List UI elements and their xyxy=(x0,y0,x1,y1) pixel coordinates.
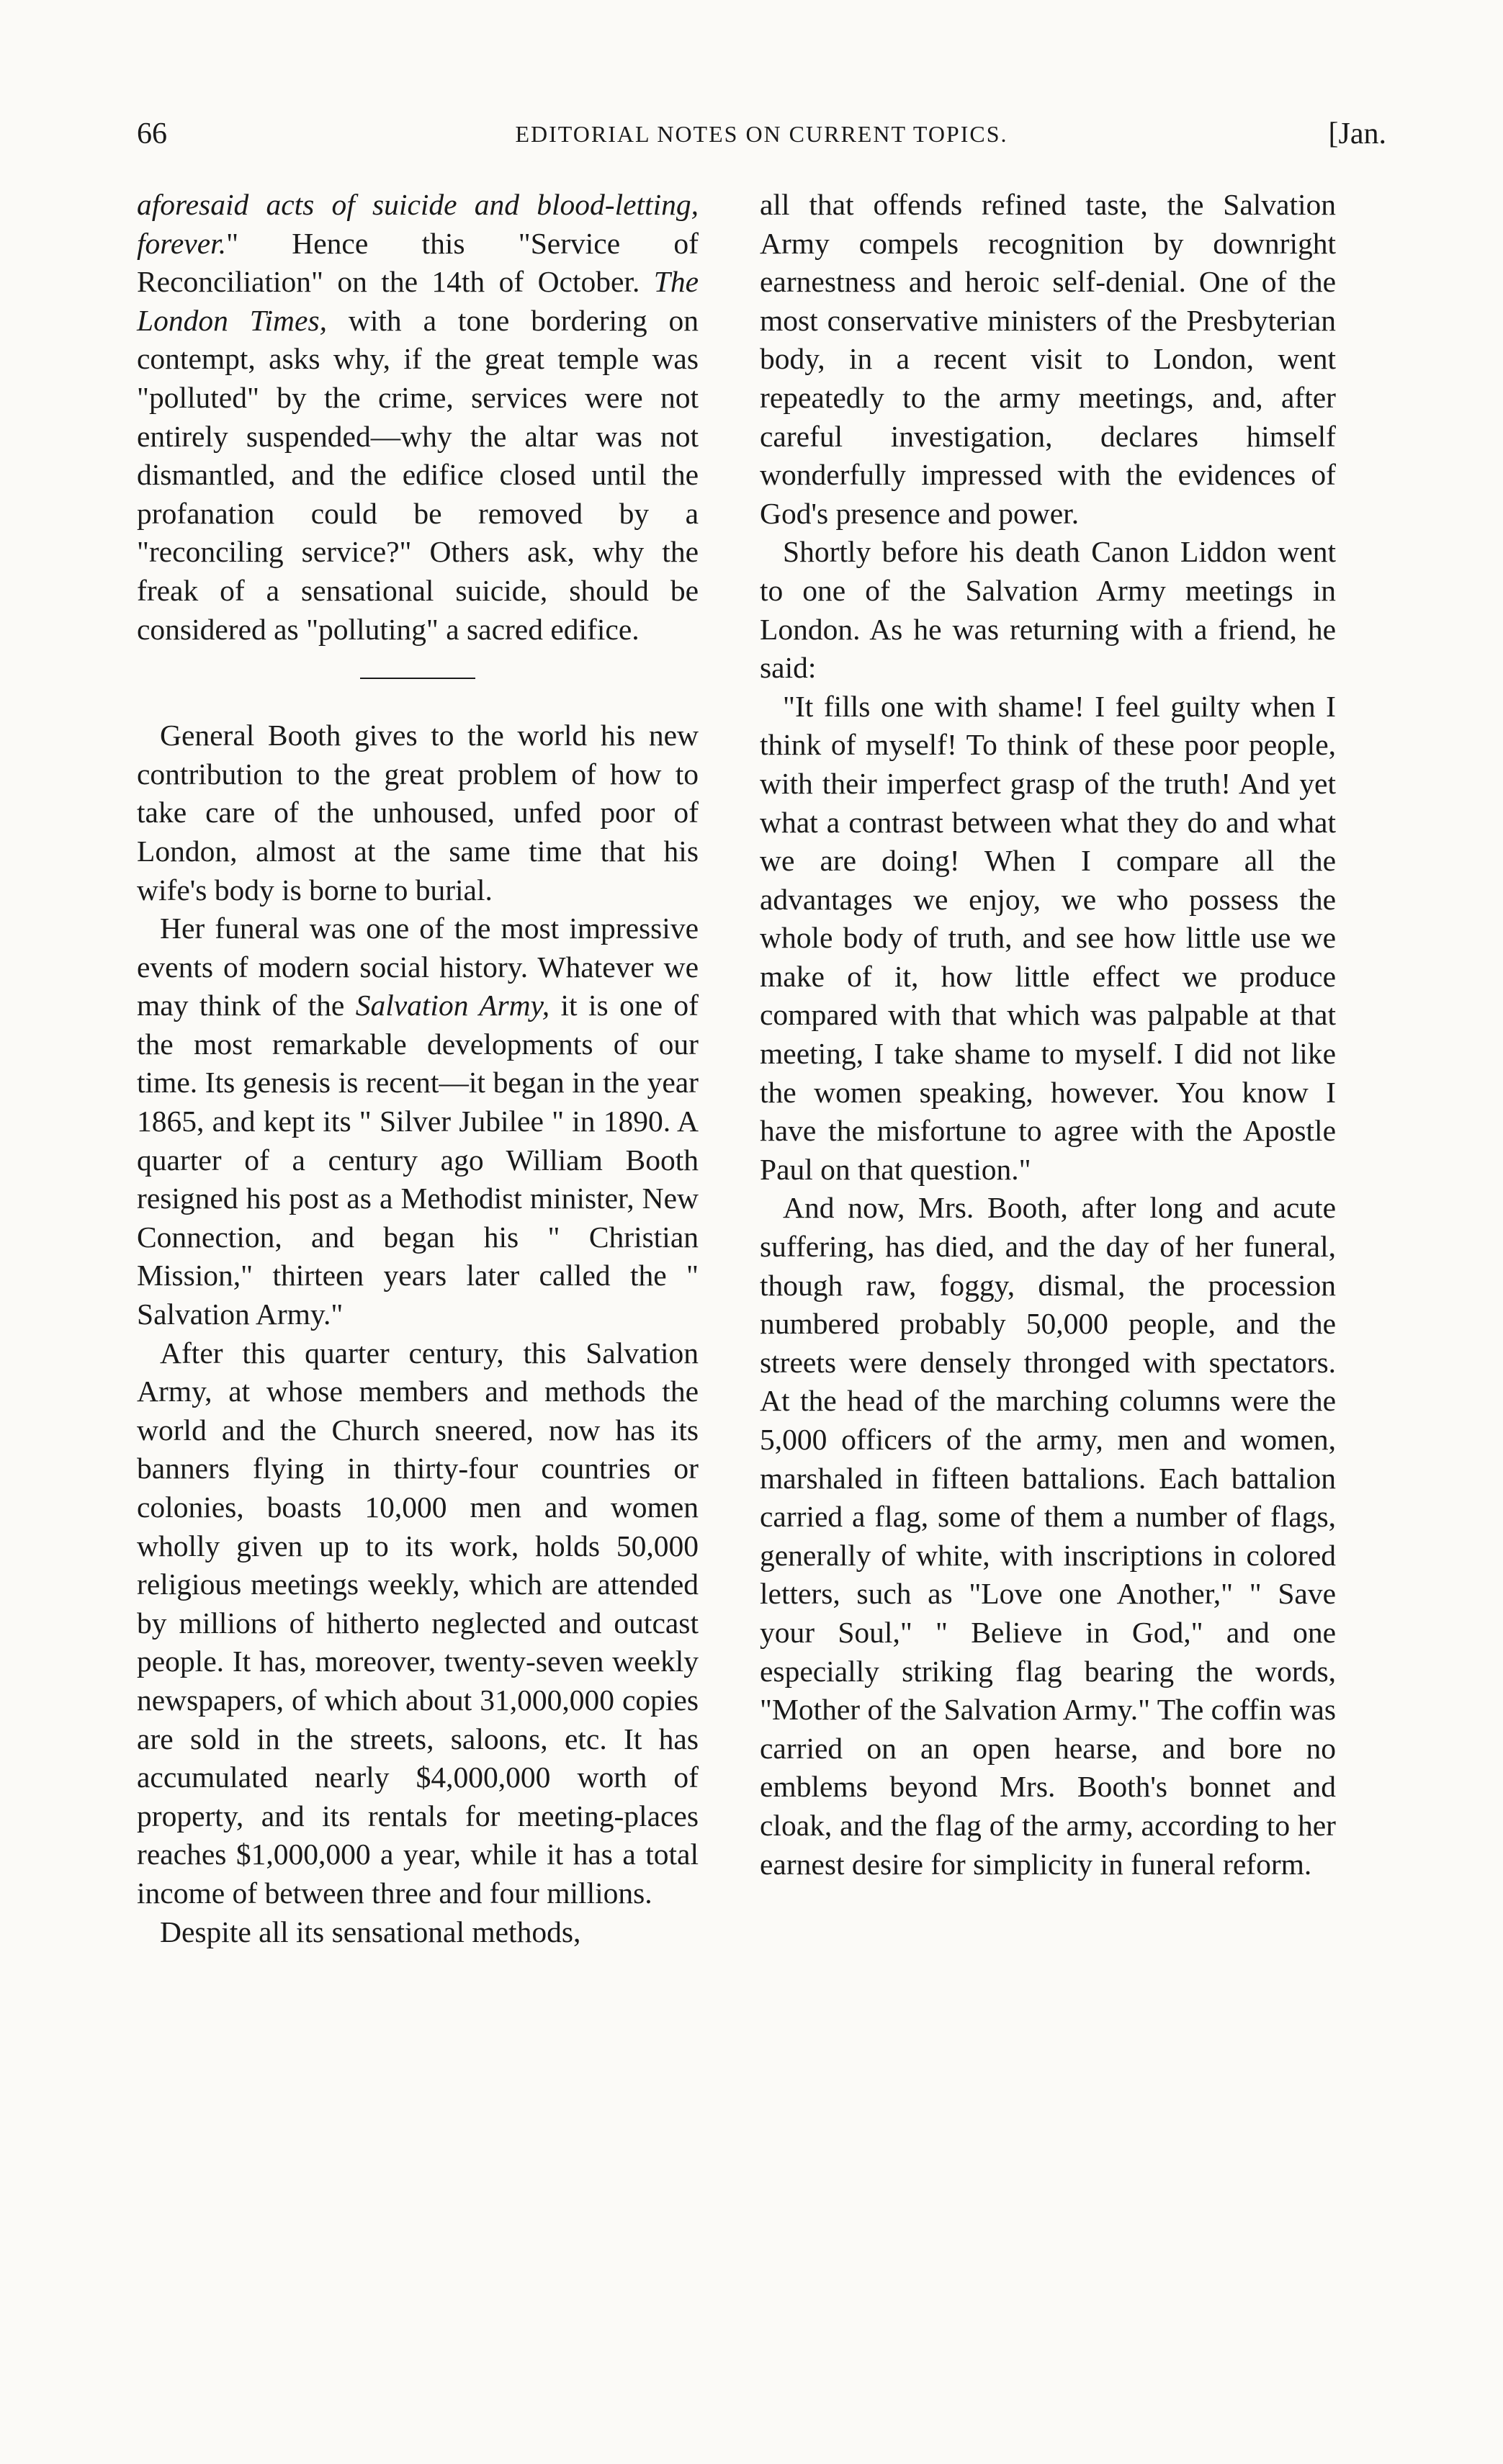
paragraph-mrs-booth: And now, Mrs. Booth, after long and acute suffering, has died, and the day of her funeral, though raw, foggy, dismal, the procession numbered probably 50,000 people, and the streets were densely thronged with spectators. At the head of the marching columns were the 5,000 officers of the army, men and women, marshaled in fifteen battalions. Each battalion carried a flag, some of them a number of flags, generally of white, with inscriptions in colored letters, such as "Love one Another," " Save your Soul," " Believe in God," and one especially striking flag bearing the words, "Mother of the Salvation Army." The coffin was carried on an open hearse, and bore no emblems beyond Mrs. Booth's bonnet and cloak, and the flag of the army, according to her earnest desire for simplicity in funeral reform. xyxy=(760,1191,1336,1881)
paragraph-suicide-continuation xyxy=(137,186,699,649)
paragraph-general-booth: General Booth gives to the world his new contribution to the great problem of how to take care of the unhoused, unfed poor of London, almost at the same time that his wife's body is borne to burial. xyxy=(137,719,699,907)
page-header xyxy=(137,117,1386,160)
right-column xyxy=(760,186,1336,1884)
paragraph-canon-liddon: Shortly before his death Canon Liddon went to one of the Salvation Army meetings in London. As he was returning with a friend, he said: xyxy=(760,535,1336,685)
paragraph-refined-taste: all that offends refined taste, the Salvation Army compels recognition by downright earnestness and heroic self-denial. One of the most conservative ministers of the Presbyterian body, in a recent visit to London, went repeatedly to the army meetings, and, after careful investigation, declares himself wonderfully impressed with the evidences of God's presence and power. xyxy=(760,188,1336,530)
paragraph-quarter-century: After this quarter century, this Salvation Army, at whose members and methods the world and the Church sneered, now has its banners flying in thirty-four countries or colonies, boasts 10,000 men and women wholly given up to its work, holds 50,000 religious meetings weekly, which are attended by millions of hitherto neglected and outcast people. It has, moreover, twenty-seven weekly newspapers, of which about 31,000,000 copies are sold in the streets, saloons, etc. It has accumulated nearly $4,000,000 worth of property, and its rentals for meeting-places reaches $1,000,000 a year, while it has a total income of between three and four millions. xyxy=(137,1336,699,1910)
paragraph-quote: "It fills one with shame! I feel guilty when I think of myself! To think of these poor people, with their imperfect grasp of the truth! And yet what a contrast between what they do and what we are doing! When I compare all the advantages we enjoy, we who possess the whole body of truth, and see how little use we make of it, how little effect we produce compared with that which was palpable at that meeting, I take shame to myself. I did not like the women speaking, however. You know I have the misfortune to agree with the Apostle Paul on that question." xyxy=(760,689,1336,1186)
italic-phrase: aforesaid acts of suicide and blood-letting, forever. xyxy=(137,188,699,260)
section-divider xyxy=(360,678,475,679)
paragraph-text: Her funeral was one of the most impressive events of modern social history. Whatever we may think of the xyxy=(137,912,699,1022)
italic-salvation-army: Salvation Army, xyxy=(355,989,550,1022)
italic-publication: The London Times, xyxy=(137,265,699,337)
paragraph-text: it is one of the most remarkable developments of our time. Its genesis is recent—it began in the year 1865, and kept its " Silver Jubilee " in 1890. A quarter of a century ago William Booth resigned his post as a Methodist minister, New Connection, and began his " Christian Mission," thirteen years later called the " Salvation Army." xyxy=(137,989,699,1331)
page-number: 66 xyxy=(137,117,167,150)
running-title: EDITORIAL NOTES ON CURRENT TOPICS. xyxy=(515,121,1008,147)
issue-month: [Jan. xyxy=(1328,117,1386,150)
paragraph-text: with a tone bordering on contempt, asks why, if the great temple was "polluted" by the crime, services were not entirely suspended—why the altar was not dismantled, and the edifice closed until the profanation could be removed by a "reconciling service?" Others ask, why the freak of a sensational suicide, should be considered as "polluting" a sacred edifice. xyxy=(137,303,699,646)
left-column xyxy=(137,186,699,1951)
paragraph-despite: Despite all its sensational methods, xyxy=(160,1915,581,1948)
paragraph-funeral xyxy=(137,909,699,1334)
paragraph-text: " Hence this "Service of Reconciliation" on the 14th of October. xyxy=(137,226,699,299)
